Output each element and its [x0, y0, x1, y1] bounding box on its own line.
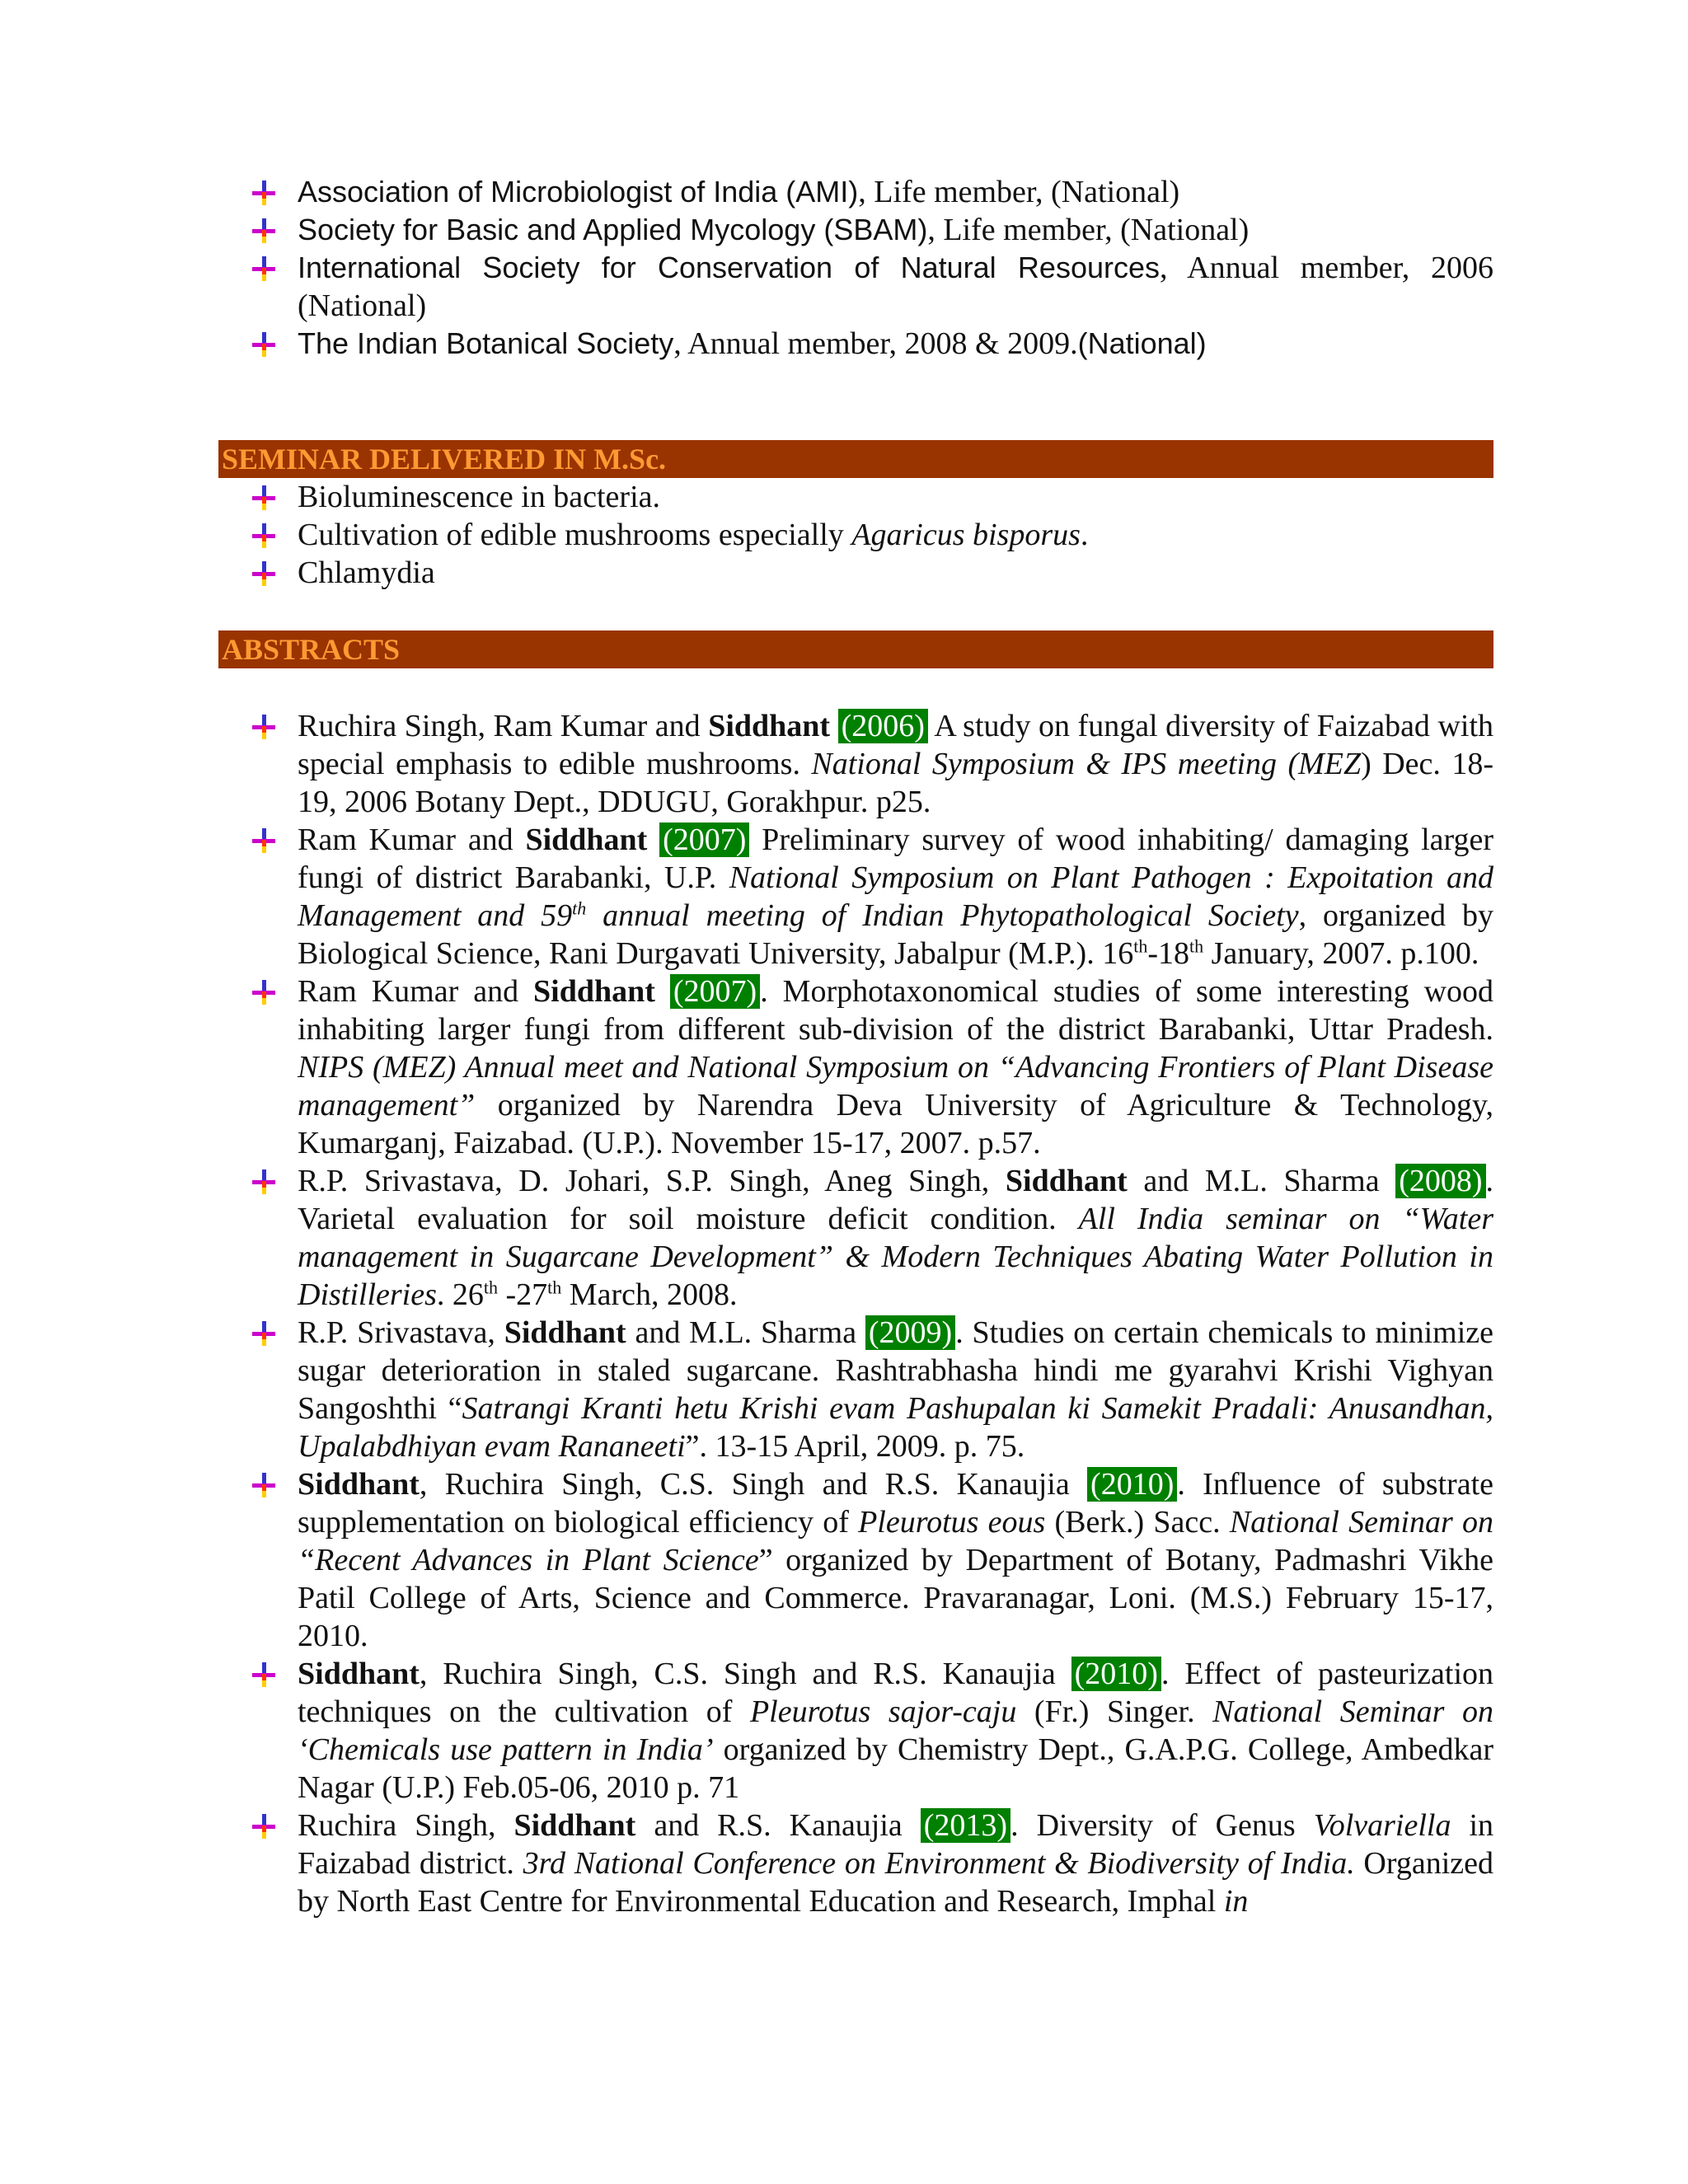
year-badge: (2013) — [921, 1808, 1010, 1843]
event-details: -27 — [498, 1277, 548, 1312]
bullet-icon — [252, 523, 275, 548]
authors: and M.L. Sharma — [1127, 1164, 1396, 1198]
superscript: th — [1189, 935, 1204, 957]
bullet-icon — [252, 1662, 275, 1687]
list-item — [252, 249, 1493, 325]
abstract-entry — [252, 1807, 1493, 1920]
authors: and R.S. Kanaujia — [635, 1808, 921, 1843]
authors: R.P. Srivastava, D. Johari, S.P. Singh, Aneg Singh, — [298, 1164, 1006, 1198]
organization-name: Association of Microbiologist of India (AMI) — [298, 175, 859, 209]
year-badge: (2006) — [838, 709, 928, 743]
event-details: January, 2007. p.100. — [1203, 936, 1479, 971]
bullet-icon — [252, 980, 275, 1005]
bullet-icon — [252, 485, 275, 510]
bullet-icon — [252, 1321, 275, 1346]
membership-detail: , Life member, (National) — [858, 175, 1180, 209]
authors: , Ruchira Singh, C.S. Singh and R.S. Kanaujia — [419, 1467, 1088, 1502]
author-highlight: Siddhant — [504, 1315, 626, 1350]
list-item — [252, 173, 1493, 211]
author-highlight: Siddhant — [298, 1657, 420, 1691]
year-badge: (2008) — [1395, 1164, 1485, 1198]
membership-list — [252, 173, 1493, 363]
year-badge: (2010) — [1071, 1657, 1161, 1691]
event-name: National Symposium on Plant Pathogen : Expoitation and Management and 59 — [298, 860, 1493, 933]
list-item — [252, 211, 1493, 249]
authors: Ram Kumar and — [298, 974, 534, 1009]
abstracts-section-heading: ABSTRACTS — [218, 630, 1493, 668]
abstract-title: . Diversity of Genus — [1010, 1808, 1314, 1843]
abstract-title: . Effect of pasteurization techniques on the cultivation of — [298, 1657, 1494, 1729]
author-highlight: Siddhant — [298, 1467, 420, 1502]
event-details: . 26 — [436, 1277, 484, 1312]
list-item — [252, 325, 1493, 363]
species-name: Agaricus bisporus — [851, 518, 1081, 552]
seminar-topic: Chlamydia — [298, 555, 435, 590]
author-highlight: Siddhant — [533, 974, 655, 1009]
event-details: -18 — [1147, 936, 1189, 971]
species-name: Pleurotus sajor-caju — [749, 1694, 1017, 1729]
event-details: organized by Narendra Deva University of Agriculture & Technology, Kumarganj, Faizabad. (U.P.). November 15-17, 2007. p.57. — [298, 1088, 1493, 1160]
abstract-entry — [252, 821, 1493, 972]
event-details: March, 2008. — [561, 1277, 738, 1312]
bullet-icon — [252, 256, 275, 281]
list-item — [252, 516, 1493, 554]
event-details: Organized by North East Centre for Environmental Education and Research, Imphal — [298, 1846, 1493, 1919]
event-details: in — [1223, 1884, 1249, 1919]
authors: R.P. Srivastava, — [298, 1315, 504, 1350]
event-details: , organized by Biological Science, Rani Durgavati University, Jabalpur (M.P.). 16 — [298, 898, 1494, 971]
membership-scope: (National) — [1077, 326, 1207, 360]
event-details: ) Dec. 18-19, 2006 Botany Dept., DDUGU, Gorakhpur. p25. — [298, 747, 1493, 819]
year-badge: (2007) — [670, 974, 760, 1009]
seminar-topic: Bioluminescence in bacteria. — [298, 480, 660, 514]
bullet-icon — [252, 715, 275, 739]
superscript: th — [1133, 935, 1148, 957]
bullet-icon — [252, 180, 275, 205]
event-details: organized by Chemistry Dept., G.A.P.G. College, Ambedkar Nagar (U.P.) Feb.05-06, 2010 p. 71 — [298, 1732, 1493, 1805]
event-name: Satrangi Kranti hetu Krishi evam Pashupalan ki Samekit Pradali: Anusandhan, Upalabdhiyan evam Rananeeti — [298, 1391, 1493, 1464]
abstract-title: . Varietal evaluation for soil moisture deficit condition. — [298, 1164, 1493, 1236]
event-name: 3rd National Conference on Environment & Biodiversity of India. — [523, 1846, 1355, 1881]
event-name: National Seminar on ‘Chemicals use pattern in India’ — [298, 1694, 1493, 1767]
membership-detail: , Annual member, 2008 & 2009. — [673, 326, 1078, 361]
event-details: ” organized by Department of Botany, Padmashri Vikhe Patil College of Arts, Science and Commerce. Pravaranagar, Loni. (M.S.) February 15-17, 2010. — [298, 1543, 1493, 1653]
species-name: Pleurotus eous — [858, 1505, 1046, 1540]
year-badge: (2010) — [1087, 1467, 1177, 1502]
event-name: NIPS (MEZ) Annual meet and National Symposium on “Advancing Frontiers of Plant Disease management” — [298, 1050, 1493, 1122]
authors: Ruchira Singh, Ram Kumar and — [298, 709, 709, 743]
seminar-section-heading: SEMINAR DELIVERED IN M.Sc. — [218, 440, 1493, 478]
abstract-entry — [252, 1465, 1493, 1655]
abstract-title: (Fr.) Singer. — [1016, 1694, 1213, 1729]
author-highlight: Siddhant — [1005, 1164, 1128, 1198]
membership-detail: , Life member, (National) — [927, 213, 1250, 247]
authors: , Ruchira Singh, C.S. Singh and R.S. Kanaujia — [419, 1657, 1071, 1691]
bullet-icon — [252, 1814, 275, 1839]
list-item — [252, 478, 1493, 516]
bullet-icon — [252, 218, 275, 243]
bullet-icon — [252, 1169, 275, 1194]
abstract-title: . Influence of substrate supplementation on biological efficiency of — [298, 1467, 1493, 1540]
abstract-entry — [252, 1162, 1493, 1314]
event-name: National Seminar on “Recent Advances in Plant Science — [298, 1505, 1493, 1577]
abstract-title: Preliminary survey of wood inhabiting/ damaging larger fungi of district Barabanki, U.P. — [298, 823, 1493, 895]
list-item — [252, 554, 1493, 592]
seminar-list — [252, 478, 1493, 592]
organization-name: International Society for Conservation of Natural Resources — [298, 251, 1160, 284]
bullet-icon — [252, 828, 275, 853]
abstract-entry — [252, 1314, 1493, 1465]
punctuation: . — [1080, 518, 1089, 552]
abstract-title: in Faizabad district. — [298, 1808, 1494, 1881]
species-name: Volvariella — [1313, 1808, 1451, 1843]
event-name: annual meeting of Indian Phytopathological Society — [586, 898, 1299, 933]
seminar-topic: Cultivation of edible mushrooms especially — [298, 518, 852, 552]
authors: Ruchira Singh, — [298, 1808, 514, 1843]
superscript: th — [547, 1277, 562, 1298]
bullet-icon — [252, 561, 275, 586]
author-highlight: Siddhant — [708, 709, 831, 743]
abstract-title: . Morphotaxonomical studies of some interesting wood inhabiting larger fungi from different sub-division of the district Barabanki, Uttar Pradesh. — [298, 974, 1494, 1047]
organization-name: The Indian Botanical Society — [298, 326, 674, 360]
authors: Ram Kumar and — [298, 823, 526, 857]
abstract-title: (Berk.) Sacc. — [1045, 1505, 1230, 1540]
event-name: All India seminar on “Water management in Sugarcane Development” & Modern Techniques Abating Water Pollution in Distilleries — [298, 1202, 1493, 1312]
abstract-entry — [252, 1655, 1493, 1807]
event-details: ”. 13-15 April, 2009. p. 75. — [685, 1429, 1025, 1464]
abstract-title: A study on fungal diversity of Faizabad with special emphasis to edible mushrooms. — [298, 709, 1494, 781]
abstract-entry — [252, 707, 1493, 821]
abstract-title: . Studies on certain chemicals to minimize sugar deterioration in staled sugarcane. Rashtrabhasha hindi me gyarahvi Krishi Vighyan Sangoshthi “ — [298, 1315, 1493, 1426]
authors: and M.L. Sharma — [626, 1315, 865, 1350]
abstract-entry — [252, 972, 1493, 1162]
year-badge: (2009) — [865, 1315, 955, 1350]
organization-name: Society for Basic and Applied Mycology (SBAM) — [298, 213, 928, 246]
author-highlight: Siddhant — [513, 1808, 636, 1843]
bullet-icon — [252, 1473, 275, 1497]
membership-detail: , Annual member, 2006 (National) — [298, 251, 1494, 323]
superscript: th — [572, 898, 587, 919]
bullet-icon — [252, 332, 275, 357]
superscript: th — [483, 1277, 499, 1298]
author-highlight: Siddhant — [525, 823, 648, 857]
abstracts-list — [252, 707, 1493, 1920]
event-name: National Symposium & IPS meeting (MEZ — [811, 747, 1362, 781]
year-badge: (2007) — [659, 823, 749, 857]
